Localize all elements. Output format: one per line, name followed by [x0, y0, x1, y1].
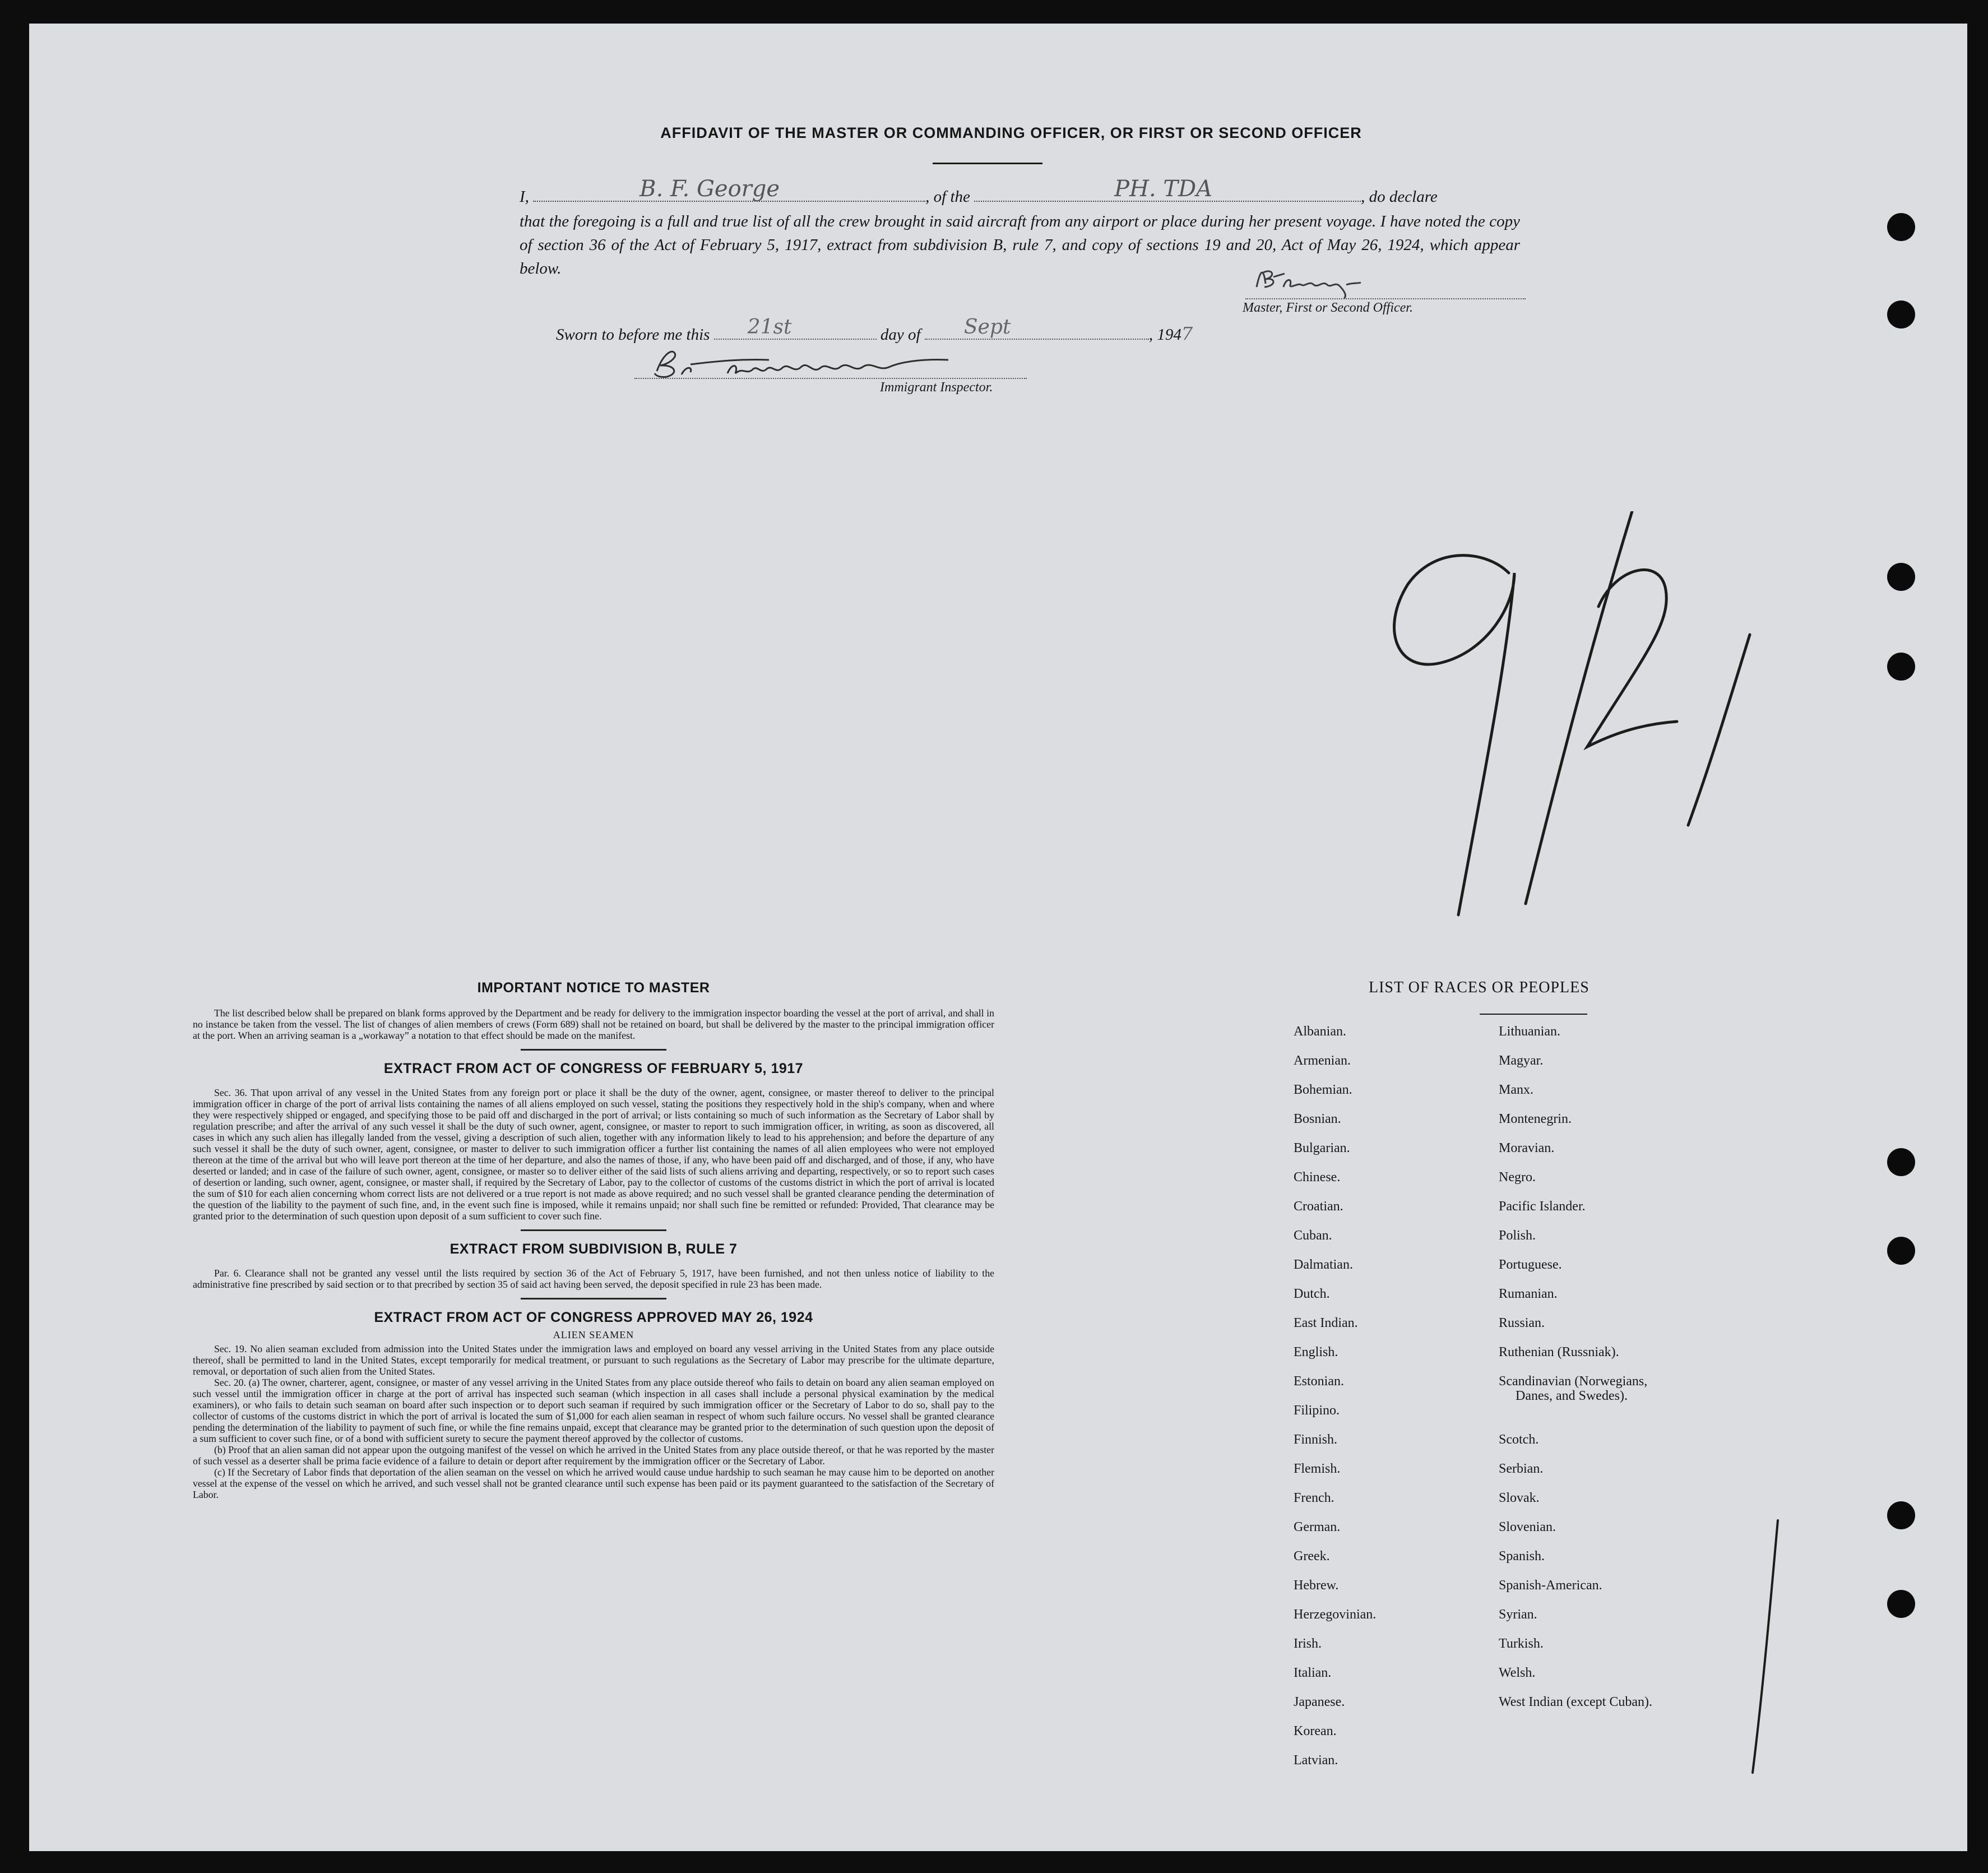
- race-item: Flemish.: [1294, 1462, 1341, 1476]
- punch-hole: [1887, 1590, 1915, 1618]
- declarant-name-handwriting: B. F. George: [640, 176, 780, 202]
- race-item: Danes, and Swedes).: [1516, 1389, 1628, 1403]
- race-item: German.: [1294, 1520, 1341, 1534]
- inspector-signature-label: Immigrant Inspector.: [880, 380, 993, 395]
- aircraft-blank: [974, 176, 1361, 202]
- race-item: Filipino.: [1294, 1403, 1340, 1418]
- race-item: Lithuanian.: [1499, 1024, 1560, 1039]
- section-divider: [521, 1049, 666, 1051]
- race-item: Manx.: [1499, 1083, 1533, 1097]
- alien-seamen-heading: ALIEN SEAMEN: [553, 1329, 634, 1340]
- races-column-1: [1294, 1017, 1376, 1775]
- race-item: French.: [1294, 1491, 1334, 1505]
- race-item: Albanian.: [1294, 1024, 1346, 1039]
- race-item: Rumanian.: [1499, 1287, 1558, 1301]
- race-item: Hebrew.: [1294, 1578, 1339, 1593]
- race-item: East Indian.: [1294, 1316, 1358, 1330]
- section-divider: [521, 1298, 666, 1299]
- race-item: English.: [1294, 1345, 1338, 1359]
- race-item: Russian.: [1499, 1316, 1545, 1330]
- affidavit-title: AFFIDAVIT OF THE MASTER OR COMMANDING OFFICER, OR FIRST OR SECOND OFFICER: [660, 124, 1362, 141]
- race-item: Negro.: [1499, 1170, 1536, 1185]
- race-item: Armenian.: [1294, 1053, 1351, 1068]
- race-item: Pacific Islander.: [1499, 1199, 1586, 1214]
- race-item: Montenegrin.: [1499, 1112, 1572, 1126]
- race-item-multiline: [1499, 1367, 1652, 1425]
- section-divider: [521, 1229, 666, 1231]
- race-item: Herzegovinian.: [1294, 1607, 1377, 1622]
- sworn-month-handwriting: Sept: [963, 316, 1011, 339]
- races-title: LIST OF RACES OR PEOPLES: [1369, 979, 1590, 996]
- race-item: West Indian (except Cuban).: [1499, 1695, 1652, 1709]
- race-item: Bohemian.: [1294, 1083, 1352, 1097]
- handwritten-tally-mark: [1747, 1515, 1786, 1778]
- notice-title: IMPORTANT NOTICE TO MASTER: [477, 980, 710, 996]
- aircraft-handwriting: PH. TDA: [1114, 176, 1213, 202]
- race-item: Spanish.: [1499, 1549, 1545, 1564]
- sworn-month-blank: [925, 316, 1149, 340]
- race-item: Welsh.: [1499, 1666, 1536, 1680]
- section-20a-text: Sec. 20. (a) The owner, charterer, agent, consignee, or master of any vessel arriving in the United States from any place outside thereof who fails to detain on board any alien seaman employed on such vessel until the immigration officer in charge at the port of arrival has inspected such seaman (which inspection in all cases shall include a personal physical examination by the medical examiners), or who fails to detain such seaman on board after such inspection or to deport such seaman if required by such immigration officer or the Secretary of Labor to do so, shall pay to the collector of customs of the customs district in which the port of arrival is located the sum of $1,000 for each alien seaman in respect of whom such failure occurs. No vessel shall be granted clearance pending the determination of the liability to payment of such fine, or while the fine remains unpaid, except that clearance may be granted prior to the determination of such question upon the deposit of a sum sufficient to cover such fine, or of a bond with sufficient surety to secure the payment thereof approved by the collector of customs.: [193, 1377, 994, 1444]
- race-item: Scotch.: [1499, 1432, 1539, 1447]
- race-item: Slovenian.: [1499, 1520, 1556, 1534]
- punch-hole: [1887, 563, 1915, 591]
- affidavit-declaration-line: [520, 176, 1520, 206]
- race-item: Polish.: [1499, 1228, 1536, 1243]
- of-the-text: , of the: [925, 188, 970, 206]
- race-item: Spanish-American.: [1499, 1578, 1602, 1593]
- title-rule: [933, 163, 1042, 164]
- race-item: Scandinavian (Norwegians,: [1499, 1374, 1648, 1389]
- sworn-day-blank: [714, 316, 877, 340]
- punch-hole: [1887, 653, 1915, 681]
- race-item: Croatian.: [1294, 1199, 1343, 1214]
- race-item: Portuguese.: [1499, 1257, 1562, 1272]
- race-item: Moravian.: [1499, 1141, 1555, 1155]
- races-column-2: [1499, 1017, 1652, 1717]
- punch-hole: [1887, 300, 1915, 329]
- race-item: Greek.: [1294, 1549, 1330, 1564]
- race-item: Dalmatian.: [1294, 1257, 1353, 1272]
- sworn-line: [556, 316, 1193, 344]
- sworn-prefix: Sworn to before me this: [556, 326, 710, 344]
- race-item: Bosnian.: [1294, 1112, 1341, 1126]
- race-item: Finnish.: [1294, 1432, 1338, 1447]
- race-item: Ruthenian (Russniak).: [1499, 1345, 1619, 1359]
- extract-rule7-title: EXTRACT FROM SUBDIVISION B, RULE 7: [449, 1241, 738, 1257]
- officer-signature-label: Master, First or Second Officer.: [1243, 300, 1413, 315]
- race-item: Syrian.: [1499, 1607, 1537, 1622]
- officer-signature-line: [1245, 298, 1526, 299]
- notice-text: The list described below shall be prepared on blank forms approved by the Department and be ready for delivery to the immigration inspector boarding the vessel at the port of arrival, and shall in no instance be taken from the vessel. The list of changes of alien members of crews (Form 689) shall not be retained on board, but shall be delivered by the master to the principal immigration officer at the port. When an arriving seaman is a „workaway” a notation to that effect should be made on the manifest.: [193, 1007, 994, 1041]
- race-item: Slovak.: [1499, 1491, 1540, 1505]
- declare-text: , do declare: [1361, 188, 1438, 206]
- race-item: Magyar.: [1499, 1053, 1544, 1068]
- extract-1924-title: EXTRACT FROM ACT OF CONGRESS APPROVED MAY 26, 1924: [374, 1310, 813, 1325]
- punch-hole: [1887, 1148, 1915, 1176]
- race-item: Cuban.: [1294, 1228, 1332, 1243]
- race-item: Dutch.: [1294, 1287, 1330, 1301]
- races-title-rule: [1480, 1014, 1587, 1015]
- race-item: Italian.: [1294, 1666, 1332, 1680]
- inspector-signature-line: [634, 378, 1027, 379]
- race-item: Latvian.: [1294, 1753, 1338, 1768]
- section-36-text: Sec. 36. That upon arrival of any vessel in the United States from any foreign port or place it shall be the duty of the owner, agent, consignee, or master thereof to deliver to the principal immigration officer in charge of the port of arrival lists containing the names of all aliens employed on such vessel, stating the positions they respectively hold in the ship's company, when and where they were respectively shipped or engaged, and specifying those to be paid off and discharged in the port of arrival; or lists containing so much of such information as the Secretary of Labor shall by regulation prescribe; and after the arrival of any such vessel it shall be the duty of such owner, agent, consignee, or master to report to such immigration officer, in writing, as soon as discovered, all cases in which any such alien has illegally landed from the vessel, giving a description of such alien, together with any information likely to lead to his apprehension; and before the departure of any such vessel it shall be the duty of such owner, agent, consignee, or master to deliver to such immigration officer a further list containing the names of all alien employees who were not employed thereon at the time of the arrival but who will leave port thereon at the time of her departure, and also the names of those, if any, who have been paid off and discharged, and of those, if any, who have deserted or landed; and in case of the failure of such owner, agent, consignee, or master so to deliver either of the said lists of such aliens arriving and departing, respectively, or so to report such cases of desertion or landing, such owner, agent, consignee, or master shall, if required by the Secretary of Labor, pay to the collector of customs of the customs district in which the port of arrival is located the sum of $10 for each alien concerning whom correct lists are not delivered or a true report is not made as above required; and no such vessel shall be granted clearance pending the determination of the question of the liability to the payment of such fine, and, in the event such fine is imposed, while it remains unpaid; nor shall such fine be remitted or refunded: Provided, That clearance may be granted prior to the determination of such question upon deposit of a sum sufficient to cover such fine.: [193, 1087, 994, 1222]
- punch-hole: [1887, 1501, 1915, 1529]
- officer-signature: [1251, 260, 1419, 299]
- race-item: Japanese.: [1294, 1695, 1345, 1709]
- affidavit-body: that the foregoing is a full and true list of all the crew brought in said aircraft from any airport or place during her present voyage. I have noted the copy of section 36 of the Act of February 5, 1917, extract from subdivision B, rule 7, and copy of sections 19 and 20, Act of May 26, 1924, which appear below.: [520, 212, 1520, 278]
- sworn-year-prefix: , 194: [1148, 326, 1181, 344]
- paragraph-6-text: Par. 6. Clearance shall not be granted any vessel until the lists required by section 36 of the Act of February 5, 1917, have been furnished, and not then unless notice of liability to the administrative fine prescribed by said section or to that precribed by section 35 of said act having been served, the deposit specified in rule 23 has been made.: [193, 1268, 994, 1290]
- extract-1917-title: EXTRACT FROM ACT OF CONGRESS OF FEBRUARY 5, 1917: [383, 1061, 804, 1076]
- handwritten-date-mark: [1374, 511, 1811, 926]
- document-page: [29, 24, 1967, 1851]
- sworn-day-handwriting: 21st: [747, 316, 792, 339]
- race-item: Korean.: [1294, 1724, 1337, 1738]
- sworn-year-handwriting: 7: [1181, 323, 1193, 344]
- section-19-text: Sec. 19. No alien seaman excluded from admission into the United States under the immigration laws and employed on board any vessel arriving in the United States from any place outside thereof, shall be permitted to land in the United States, except temporarily for medical treatment, or pursuant to such regulations as the Secretary of Labor may prescribe for the ultimate departure, removal, or deportation of such alien from the United States.: [193, 1343, 994, 1377]
- declarant-prefix: I,: [520, 188, 529, 206]
- race-item: Serbian.: [1499, 1462, 1544, 1476]
- notice-section: [193, 980, 994, 1500]
- race-item: Bulgarian.: [1294, 1141, 1350, 1155]
- punch-hole: [1887, 1237, 1915, 1265]
- declarant-name-blank: [533, 176, 925, 202]
- section-20c-text: (c) If the Secretary of Labor finds that deportation of the alien seaman on the vessel on which he arrived would cause undue hardship to such seaman he may cause him to be deported on another vessel at the expense of the vessel on which he arrived, and such vessel shall not be granted clearance until such expense has been paid or its payment guaranteed to the satisfaction of the Secretary of Labor.: [193, 1467, 994, 1500]
- race-item: Turkish.: [1499, 1636, 1544, 1651]
- race-item: Irish.: [1294, 1636, 1322, 1651]
- section-20b-text: (b) Proof that an alien saman did not appear upon the outgoing manifest of the vessel on which he arrived in the United States from any place outside thereof, or that he was reported by the master of such vessel as a deserter shall be prima facie evidence of a failure to detain or deport after requirement by the immigration officer or the Secretary of Labor.: [193, 1444, 994, 1467]
- race-item: Estonian.: [1294, 1374, 1344, 1389]
- day-of-text: day of: [880, 326, 921, 344]
- punch-hole: [1887, 213, 1915, 241]
- race-item: Chinese.: [1294, 1170, 1341, 1185]
